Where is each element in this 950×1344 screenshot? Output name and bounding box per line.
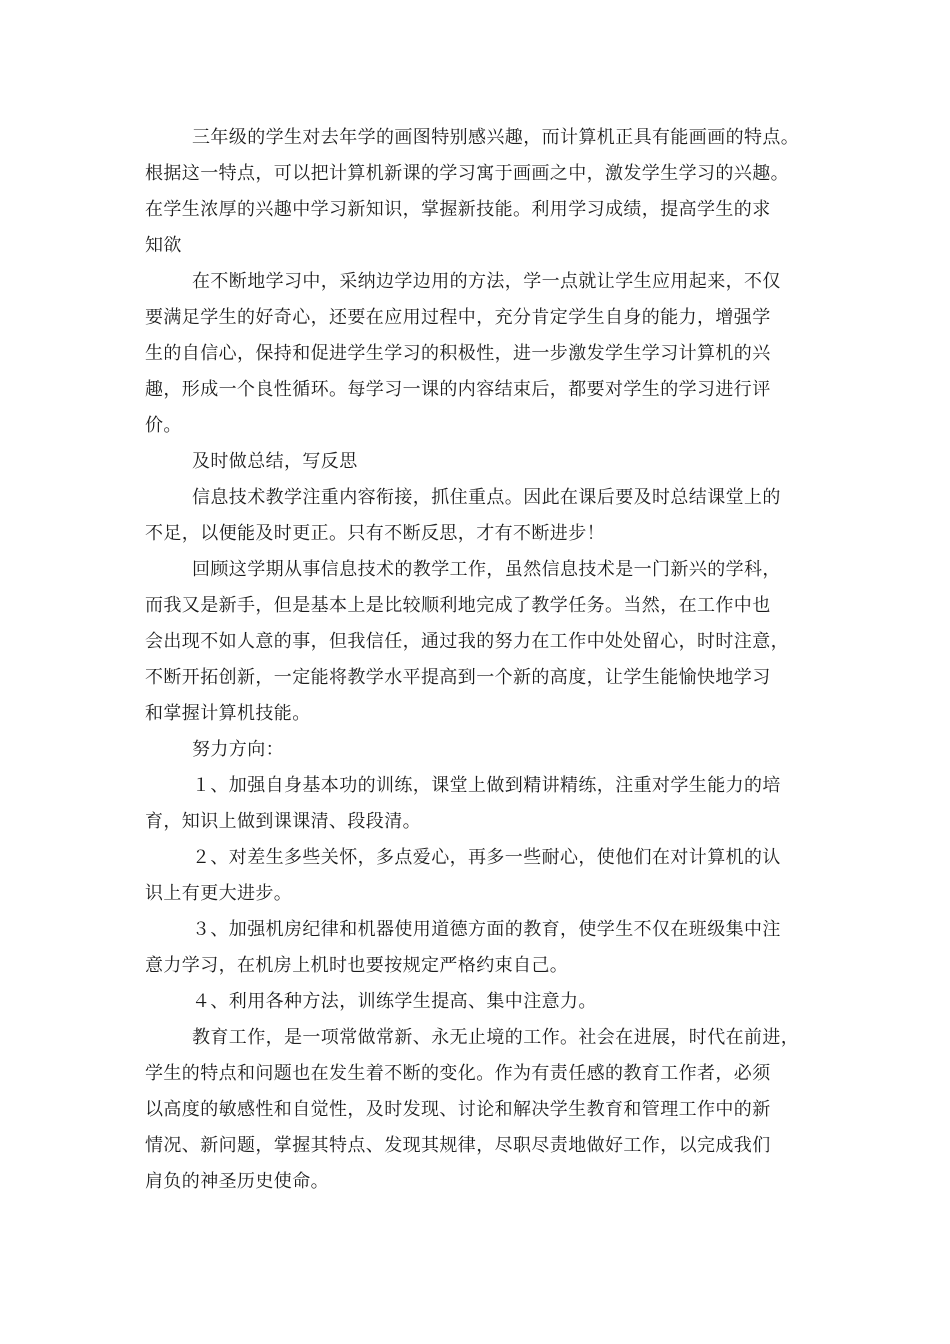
paragraph-line: 知欲 bbox=[145, 235, 182, 256]
paragraph-line: 信息技术教学注重内容衔接，抓住重点。因此在课后要及时总结课堂上的 bbox=[192, 487, 781, 508]
paragraph-line: 生的自信心，保持和促进学生学习的积极性，进一步激发学生学习计算机的兴 bbox=[145, 343, 771, 364]
section-heading: 努力方向： bbox=[192, 739, 284, 760]
section-heading: 及时做总结，写反思 bbox=[192, 451, 358, 472]
list-item-line: １、加强自身基本功的训练，课堂上做到精讲精练，注重对学生能力的培 bbox=[192, 775, 781, 796]
paragraph-line: 以高度的敏感性和自觉性，及时发现、讨论和解决学生教育和管理工作中的新 bbox=[145, 1099, 771, 1120]
paragraph-line: 情况、新问题，掌握其特点、发现其规律，尽职尽责地做好工作，以完成我们 bbox=[145, 1135, 771, 1156]
paragraph-line: 在不断地学习中，采纳边学边用的方法，学一点就让学生应用起来，不仅 bbox=[192, 271, 781, 292]
paragraph-line: 学生的特点和问题也在发生着不断的变化。作为有责任感的教育工作者，必须 bbox=[145, 1063, 771, 1084]
list-item-line: ２、对差生多些关怀，多点爱心，再多一些耐心，使他们在对计算机的认 bbox=[192, 847, 781, 868]
paragraph-line: 会出现不如人意的事，但我信任，通过我的努力在工作中处处留心，时时注意， bbox=[145, 631, 789, 652]
paragraph-line: 三年级的学生对去年学的画图特别感兴趣，而计算机正具有能画画的特点。 bbox=[192, 127, 800, 148]
list-item-line: 意力学习，在机房上机时也要按规定严格约束自己。 bbox=[145, 955, 569, 976]
list-item-line: ４、利用各种方法，训练学生提高、集中注意力。 bbox=[192, 991, 597, 1012]
list-item-line: 识上有更大进步。 bbox=[145, 883, 293, 904]
paragraph-line: 和掌握计算机技能。 bbox=[145, 703, 311, 724]
paragraph-line: 不断开拓创新，一定能将教学水平提高到一个新的高度，让学生能愉快地学习 bbox=[145, 667, 771, 688]
paragraph-line: 不足，以便能及时更正。只有不断反思，才有不断进步！ bbox=[145, 523, 605, 544]
list-item-line: 育，知识上做到课课清、段段清。 bbox=[145, 811, 421, 832]
paragraph-line: 趣，形成一个良性循环。每学习一课的内容结束后，都要对学生的学习进行评 bbox=[145, 379, 771, 400]
paragraph-line: 在学生浓厚的兴趣中学习新知识，掌握新技能。利用学习成绩，提高学生的求 bbox=[145, 199, 771, 220]
paragraph-line: 根据这一特点，可以把计算机新课的学习寓于画画之中，激发学生学习的兴趣。 bbox=[145, 163, 789, 184]
paragraph-line: 教育工作，是一项常做常新、永无止境的工作。社会在进展，时代在前进， bbox=[192, 1027, 800, 1048]
paragraph-line: 肩负的神圣历史使命。 bbox=[145, 1171, 329, 1192]
paragraph-line: 价。 bbox=[145, 415, 182, 436]
paragraph-line: 回顾这学期从事信息技术的教学工作，虽然信息技术是一门新兴的学科， bbox=[192, 559, 781, 580]
list-item-line: ３、加强机房纪律和机器使用道德方面的教育，使学生不仅在班级集中注 bbox=[192, 919, 781, 940]
paragraph-line: 而我又是新手，但是基本上是比较顺利地完成了教学任务。当然，在工作中也 bbox=[145, 595, 771, 616]
paragraph-line: 要满足学生的好奇心，还要在应用过程中，充分肯定学生自身的能力，增强学 bbox=[145, 307, 771, 328]
